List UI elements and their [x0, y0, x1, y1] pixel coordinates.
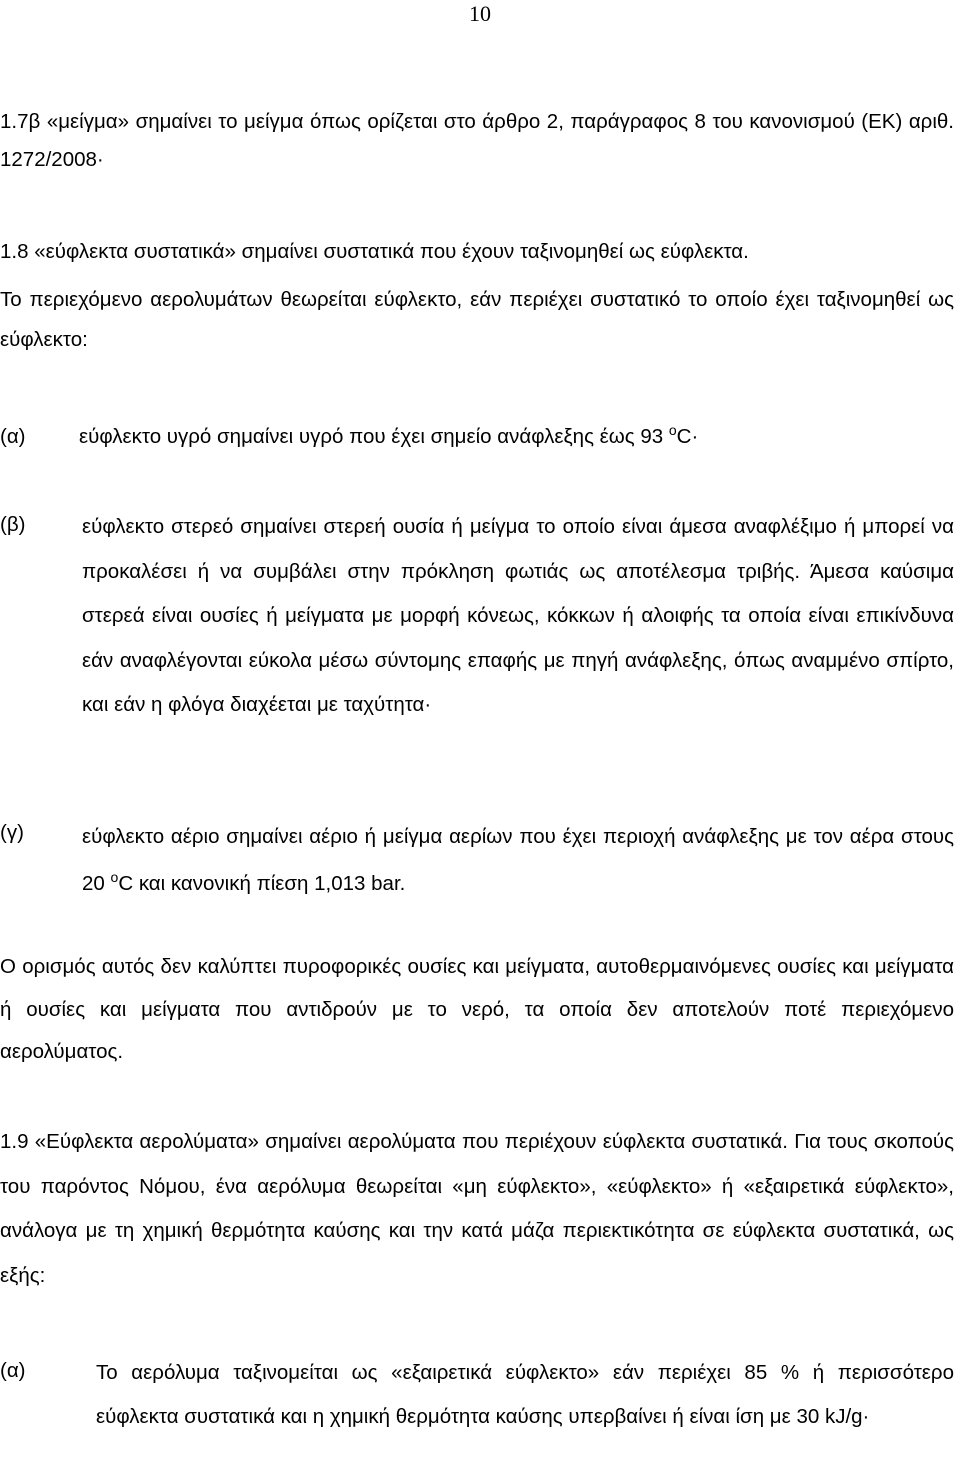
degree-superscript: ο [668, 422, 677, 439]
list-item-text: εύφλεκτο στερεό σημαίνει στερεή ουσία ή μείγμα το οποίο είναι άμεσα αναφλέξιμο ή μπορεί να προκαλέσει ή να συμβάλει στην πρόκληση φωτιάς ως αποτέλεσμα τριβής. Άμεσα καύσιμα στερεά είναι ουσίες ή μείγματα με μορφή κόνεως, κόκκων ή αλοιφής τα οποία είναι επικίνδυνα εάν αναφλέγονται εύκολα μέσω σύντομης επαφής με πηγή ανάφλεξης, όπως αναμμένο σπίρτο, και εάν η φλόγα διαχέεται με ταχύτητα· [82, 515, 954, 716]
definition-1-8-heading: 1.8 «εύφλεκτα συστατικά» σημαίνει συστατικά που έχουν ταξινομηθεί ως εύφλεκτα. [0, 240, 749, 263]
definition-1-8-note: Ο ορισμός αυτός δεν καλύπτει πυροφορικές ουσίες και μείγματα, αυτοθερμαινόμενες ουσίες και μείγματα ή ουσίες και μείγματα που αντιδρούν με το νερό, τα οποία δεν αποτελούν ποτέ περιεχόμενο αερολύματος. [0, 955, 954, 1063]
definition-1-8-intro: Το περιεχόμενο αερολυμάτων θεωρείται εύφλεκτο, εάν περιέχει συστατικό το οποίο έχει ταξινομηθεί ως εύφλεκτο: [0, 288, 954, 351]
list-item-label: (β) [0, 513, 26, 536]
list-item-label: (γ) [0, 821, 24, 844]
list-item-text: εύφλεκτο υγρό σημαίνει υγρό που έχει σημείο ανάφλεξης έως 93 $^o$C· [79, 422, 699, 448]
list-item-text: Το αερόλυμα ταξινομείται ως «εξαιρετικά εύφλεκτο» εάν περιέχει 85 % ή περισσότερο εύφλεκτα συστατικά και η χημική θερμότητα καύσης υπερβαίνει ή είναι ίση με 30 kJ/g· [96, 1361, 954, 1428]
list-item-label: (α) [0, 1359, 26, 1382]
list-item-text: εύφλεκτο αέριο σημαίνει αέριο ή μείγμα αερίων που έχει περιοχή ανάφλεξης με τον αέρα στους 20 $^o$C και κανονική πίεση 1,013 bar. [82, 825, 954, 895]
definition-1-7b: 1.7β «μείγμα» σημαίνει το μείγμα όπως ορίζεται στο άρθρο 2, παράγραφος 8 του κανονισμού (ΕΚ) αριθ. 1272/2008· [0, 110, 954, 171]
degree-superscript: ο [110, 869, 119, 886]
list-item-label: (α) [0, 425, 26, 448]
page-number: 10 [469, 1, 491, 26]
definition-1-9: 1.9 «Εύφλεκτα αερολύματα» σημαίνει αερολύματα που περιέχουν εύφλεκτα συστατικά. Για τους σκοπούς του παρόντος Νόμου, ένα αερόλυμα θεωρείται «μη εύφλεκτο», «εύφλεκτο» ή «εξαιρετικά εύφλεκτο», ανάλογα με τη χημική θερμότητα καύσης και την κατά μάζα περιεκτικότητα σε εύφλεκτα συστατικά, ως εξής: [0, 1130, 954, 1287]
